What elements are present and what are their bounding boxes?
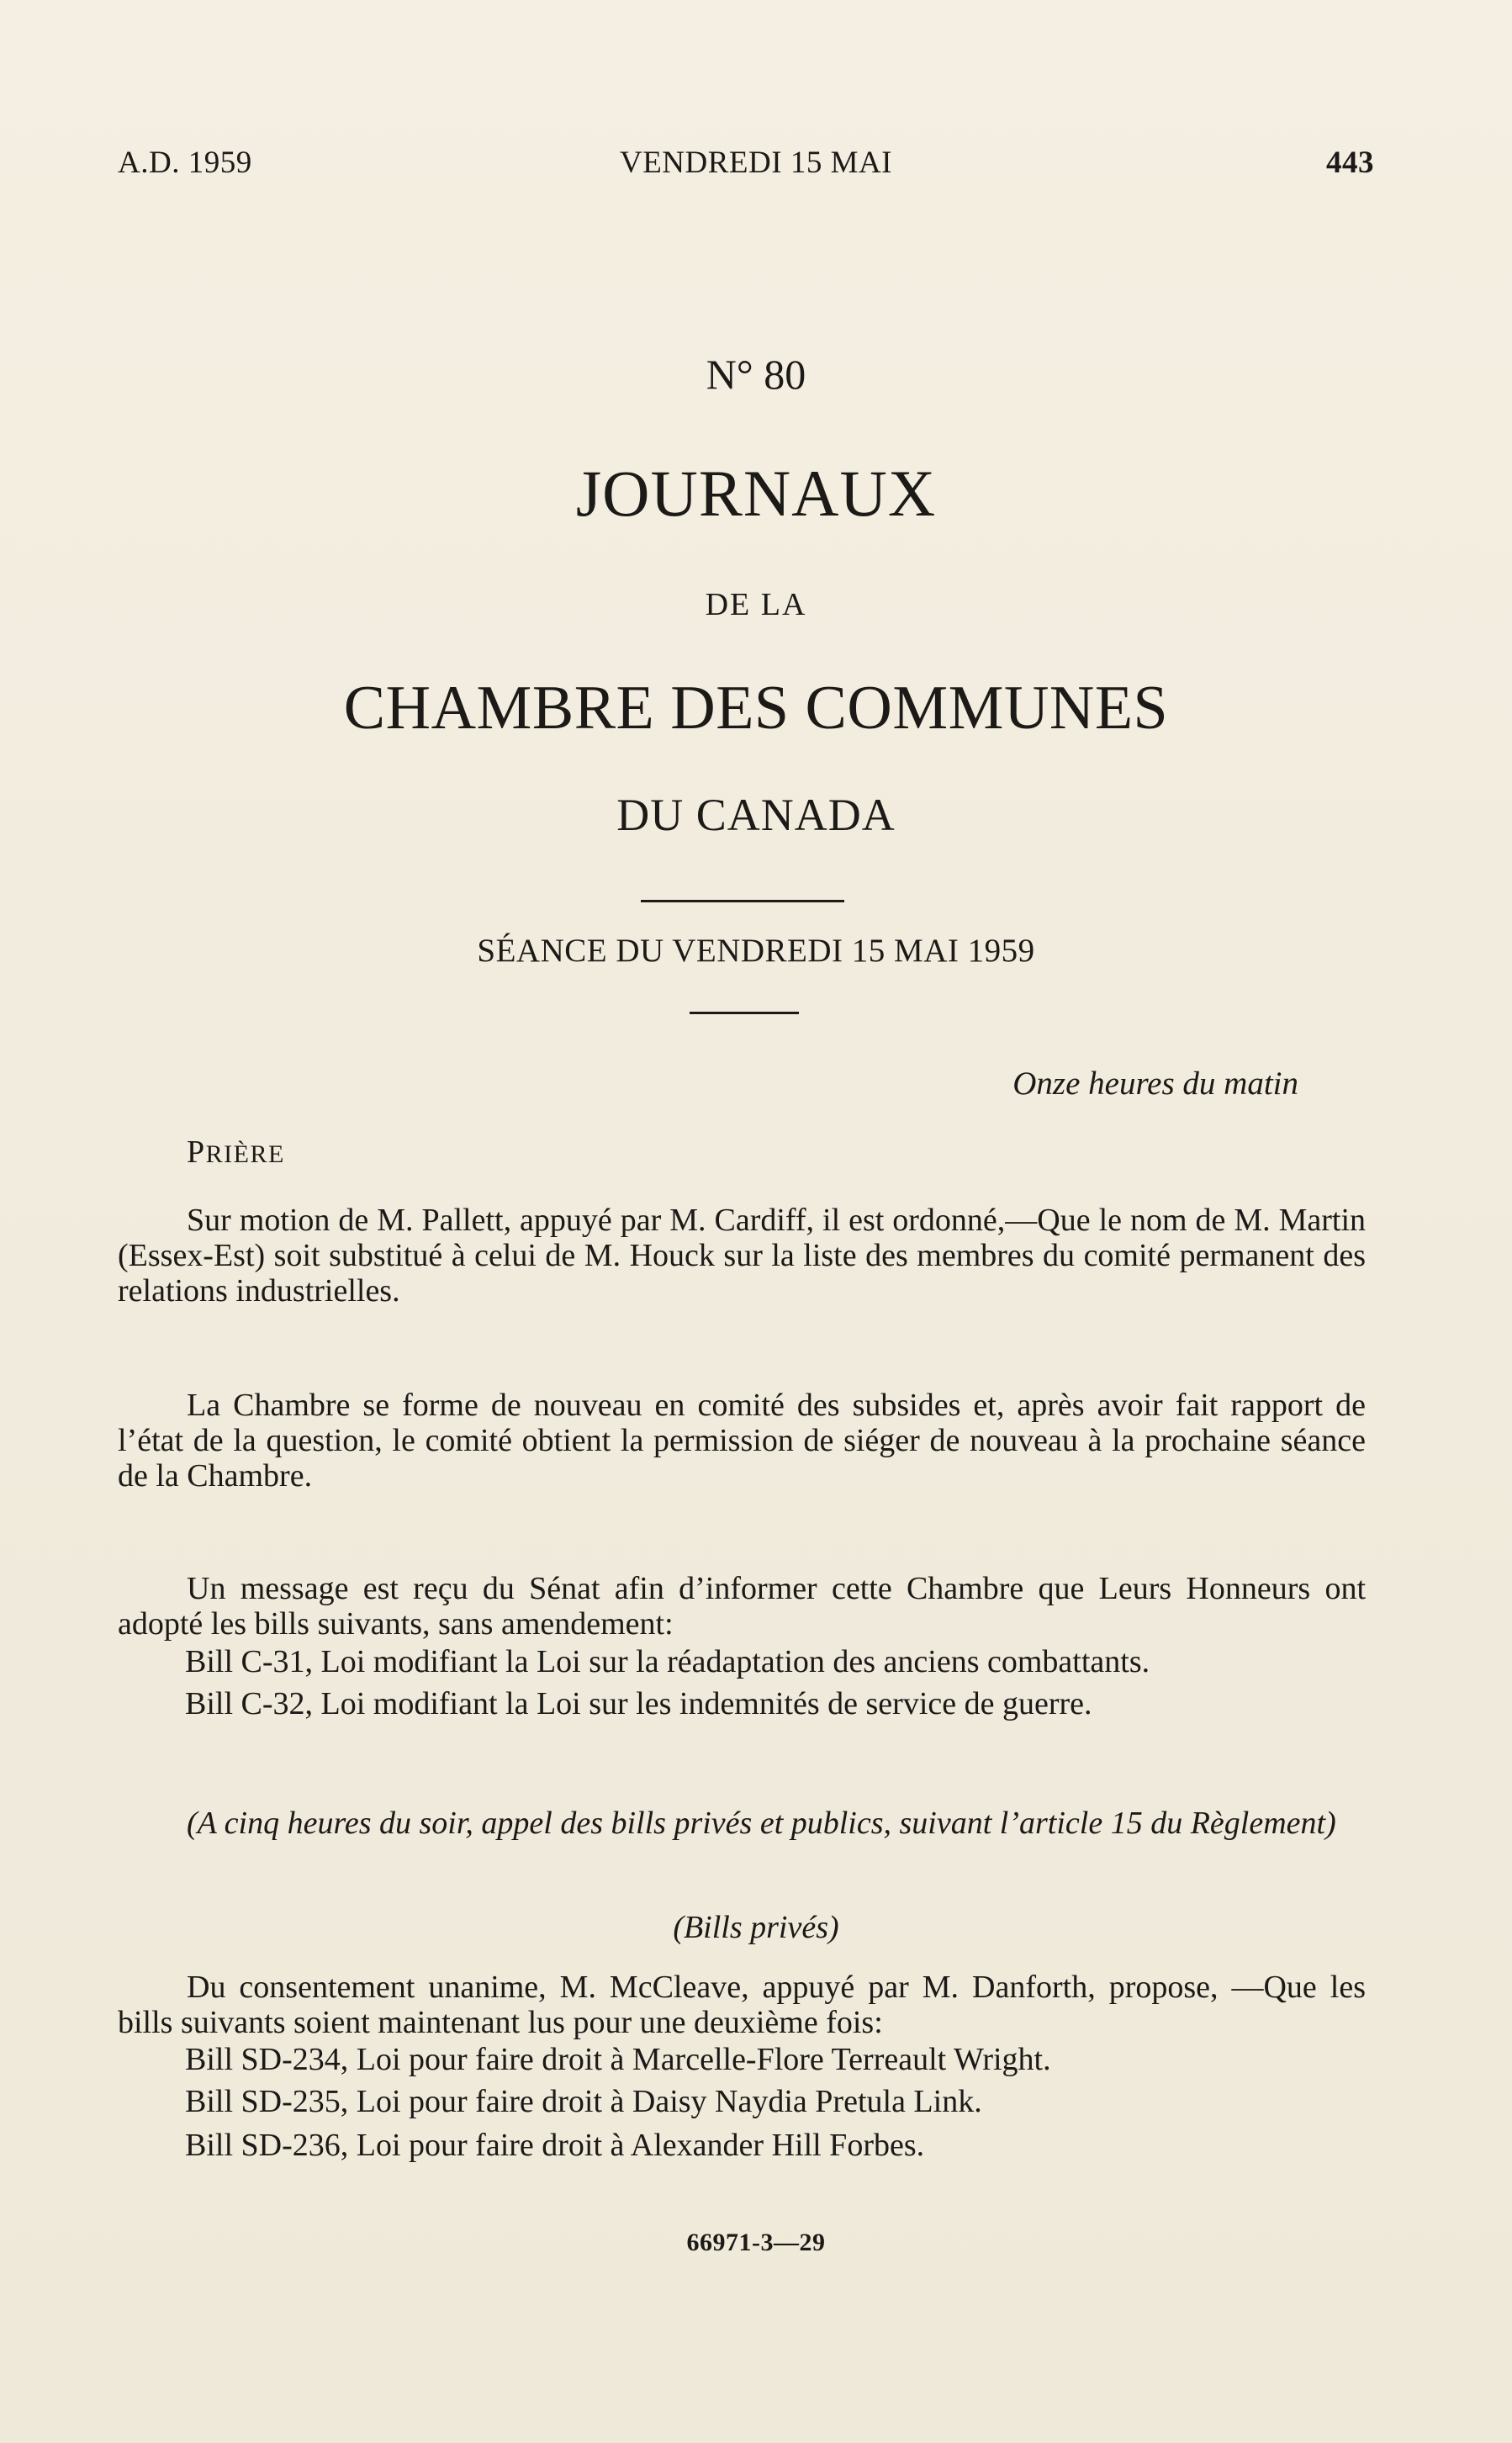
private-bill-sd234: Bill SD-234, Loi pour faire droit à Marcelle-Flore Terreault Wright. (185, 2042, 1051, 2077)
priere-rest: RIÈRE (205, 1140, 285, 1168)
paragraph-consentement-text: Du consentement unanime, M. McCleave, appuyé par M. Danforth, propose, —Que les bills suivants soient maintenant lus pour une deuxième fois: (118, 1970, 1366, 2040)
paragraph-message-text: Un message est reçu du Sénat afin d’informer cette Chambre que Leurs Honneurs ont adopté les bills suivants, sans amendement: (118, 1571, 1366, 1642)
bills-prives-heading: (Bills privés) (673, 1910, 839, 1945)
paragraph-consentement (118, 1970, 1366, 2040)
title-journaux: JOURNAUX (575, 457, 937, 530)
title-canada: DU CANADA (616, 790, 896, 840)
session-divider (690, 1012, 799, 1014)
paragraph-motion (118, 1203, 1366, 1309)
priere-heading: PRIÈRE (187, 1134, 285, 1170)
paragraph-subsides-text: La Chambre se forme de nouveau en comité des subsides et, après avoir fait rapport de l’état de la question, le comité obtient la permission de siéger de nouveau à la prochaine séance de la Chambre. (118, 1388, 1366, 1494)
title-de-la: DE LA (705, 587, 807, 622)
senate-bill-c32: Bill C-32, Loi modifiant la Loi sur les indemnités de service de guerre. (185, 1686, 1092, 1721)
private-bill-sd235: Bill SD-235, Loi pour faire droit à Daisy Naydia Pretula Link. (185, 2084, 982, 2119)
session-heading: SÉANCE DU VENDREDI 15 MAI 1959 (477, 933, 1035, 969)
title-divider (641, 900, 844, 902)
italic-note-text: (A cinq heures du soir, appel des bills privés et publics, suivant l’article 15 du Règlement) (187, 1806, 1336, 1841)
paragraph-message (118, 1571, 1366, 1642)
paragraph-motion-text: Sur motion de M. Pallett, appuyé par M. Cardiff, il est ordonné,—Que le nom de M. Martin (Essex-Est) soit substitué à celui de M. Houck sur la liste des membres du comité permanent des relations industrielles. (118, 1203, 1366, 1309)
time-note: Onze heures du matin (1012, 1066, 1298, 1102)
header-year: A.D. 1959 (118, 145, 252, 180)
page-number: 443 (1326, 145, 1374, 180)
italic-note (118, 1805, 1366, 1842)
issue-number: N° 80 (706, 351, 806, 398)
paragraph-subsides (118, 1388, 1366, 1494)
private-bill-sd236: Bill SD-236, Loi pour faire droit à Alexander Hill Forbes. (185, 2128, 925, 2163)
footer-code: 66971-3—29 (686, 2229, 826, 2256)
senate-bill-c31: Bill C-31, Loi modifiant la Loi sur la réadaptation des anciens combattants. (185, 1644, 1150, 1679)
header-date: VENDREDI 15 MAI (619, 145, 893, 180)
title-chambre: CHAMBRE DES COMMUNES (343, 674, 1169, 743)
